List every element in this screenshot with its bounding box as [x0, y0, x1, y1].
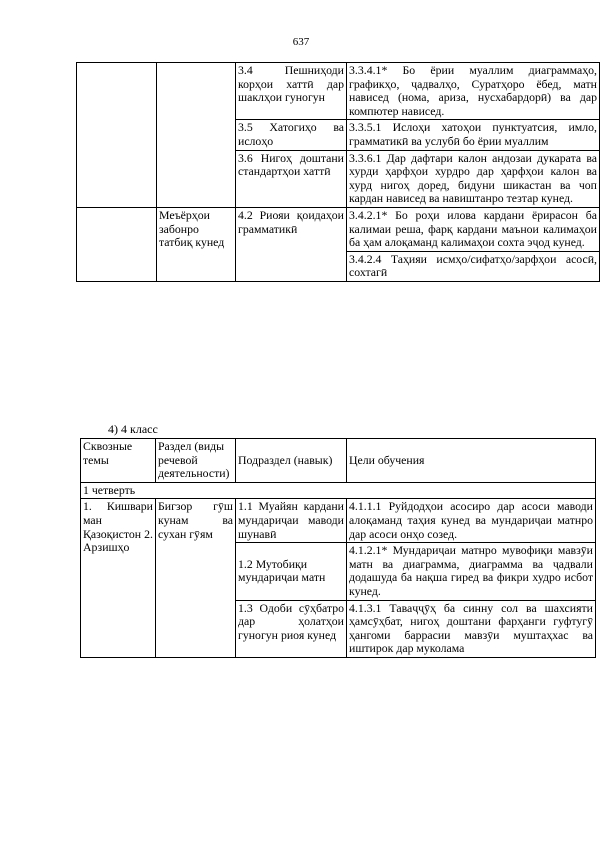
- goal-cell: 4.1.3.1 Таваҷҷӯҳ ба синну сол ва шахсияти ҳамсӯҳбат, нигоҳ доштани фарҳанги гуфтугӯ ҳангоми баррасии мавзӯи муштаҳхас ва иштирок дар муколама: [347, 600, 596, 657]
- quarter-row: [81, 482, 596, 499]
- header-row: [81, 439, 596, 483]
- curriculum-table: [80, 438, 596, 658]
- theme-cell: 1. Кишвари ман Қазоқистон 2. Арзишҳо: [81, 499, 156, 658]
- table-row: [77, 207, 600, 251]
- quarter-label: 1 четверть: [81, 482, 596, 499]
- header-themes: Сквозные темы: [81, 439, 156, 483]
- header-section: Раздел (виды речевой деятельности): [156, 439, 236, 483]
- header-goals: Цели обучения: [347, 439, 596, 483]
- goal-cell: 3.4.2.1* Бо роҳи илова кардани ёрирасон ба калимаи реша, фарқ кардани маънои калимаҳои ба ҳам алоқаманд калимаҳои сохта эҷод кунед.: [347, 207, 600, 251]
- section-cell-empty: [157, 63, 236, 208]
- subsection-cell: 3.4 Пешниҳоди корҳои хаттӣ дар шаклҳои гуногун: [236, 63, 347, 120]
- header-subsection: Подраздел (навык): [236, 439, 347, 483]
- subsection-cell: 3.5 Хатогиҳо ва ислоҳо: [236, 120, 347, 150]
- table-row: [77, 63, 600, 120]
- section-cell: Бигзор гӯш кунам ва сухан гӯям: [156, 499, 236, 658]
- subsection-cell: 1.3 Одоби сӯҳбатро дар ҳолатҳои гуногун риоя кунед: [236, 600, 347, 657]
- goal-cell: 3.4.2.4 Таҳияи исмҳо/сифатҳо/зарфҳои асосӣ, сохтагӣ: [347, 251, 600, 281]
- theme-cell-empty: [77, 63, 157, 208]
- subsection-cell: 1.2 Мутобиқи мундариҷаи матн: [236, 543, 347, 600]
- goal-cell: 3.3.6.1 Дар дафтари калон андозаи дукарата ва хурди ҳарфҳои хурдро дар ҳарфҳои калон ва хурд нигоҳ доред, бидуни шикастан ва чоп кардан нависед ва навиштанро тезтар кунед.: [347, 150, 600, 207]
- goal-cell: 3.3.4.1* Бо ёрии муаллим диаграммаҳо, графикҳо, ҷадвалҳо, Суратҳоро ёбед, матн нависед (нома, ариза, нусхабардорӣ) ва дар компютер нависед.: [347, 63, 600, 120]
- table-row: [81, 499, 596, 543]
- continuation-table: [76, 62, 600, 282]
- goal-cell: 4.1.2.1* Мундариҷаи матнро мувофиқи мавзӯи матн ва диаграмма, диаграмма ва ҷадвали додашуда ба нақша гиред ва фикри худро исбот кунед.: [347, 543, 596, 600]
- page-number: 637: [292, 36, 310, 48]
- theme-cell-empty: [77, 207, 157, 281]
- section-cell: Меъёрҳои забонро татбиқ кунед: [157, 207, 236, 281]
- goal-cell: 4.1.1.1 Руйдодҳои асосиро дар асоси маводи алоқаманд таҳия кунед ва мундариҷаи матнро дар асоси онҳо созед.: [347, 499, 596, 543]
- subsection-cell: 4.2 Риояи қоидаҳои грамматикӣ: [236, 207, 347, 281]
- subsection-cell: 1.1 Муайян кардани мундариҷаи маводи шунавӣ: [236, 499, 347, 543]
- goal-cell: 3.3.5.1 Ислоҳи хатоҳои пунктуатсия, имло, грамматикӣ ва услубӣ бо ёрии муаллим: [347, 120, 600, 150]
- subsection-cell: 3.6 Нигоҳ доштани стандартҳои хаттӣ: [236, 150, 347, 207]
- grade-heading: 4) 4 класс: [108, 422, 158, 436]
